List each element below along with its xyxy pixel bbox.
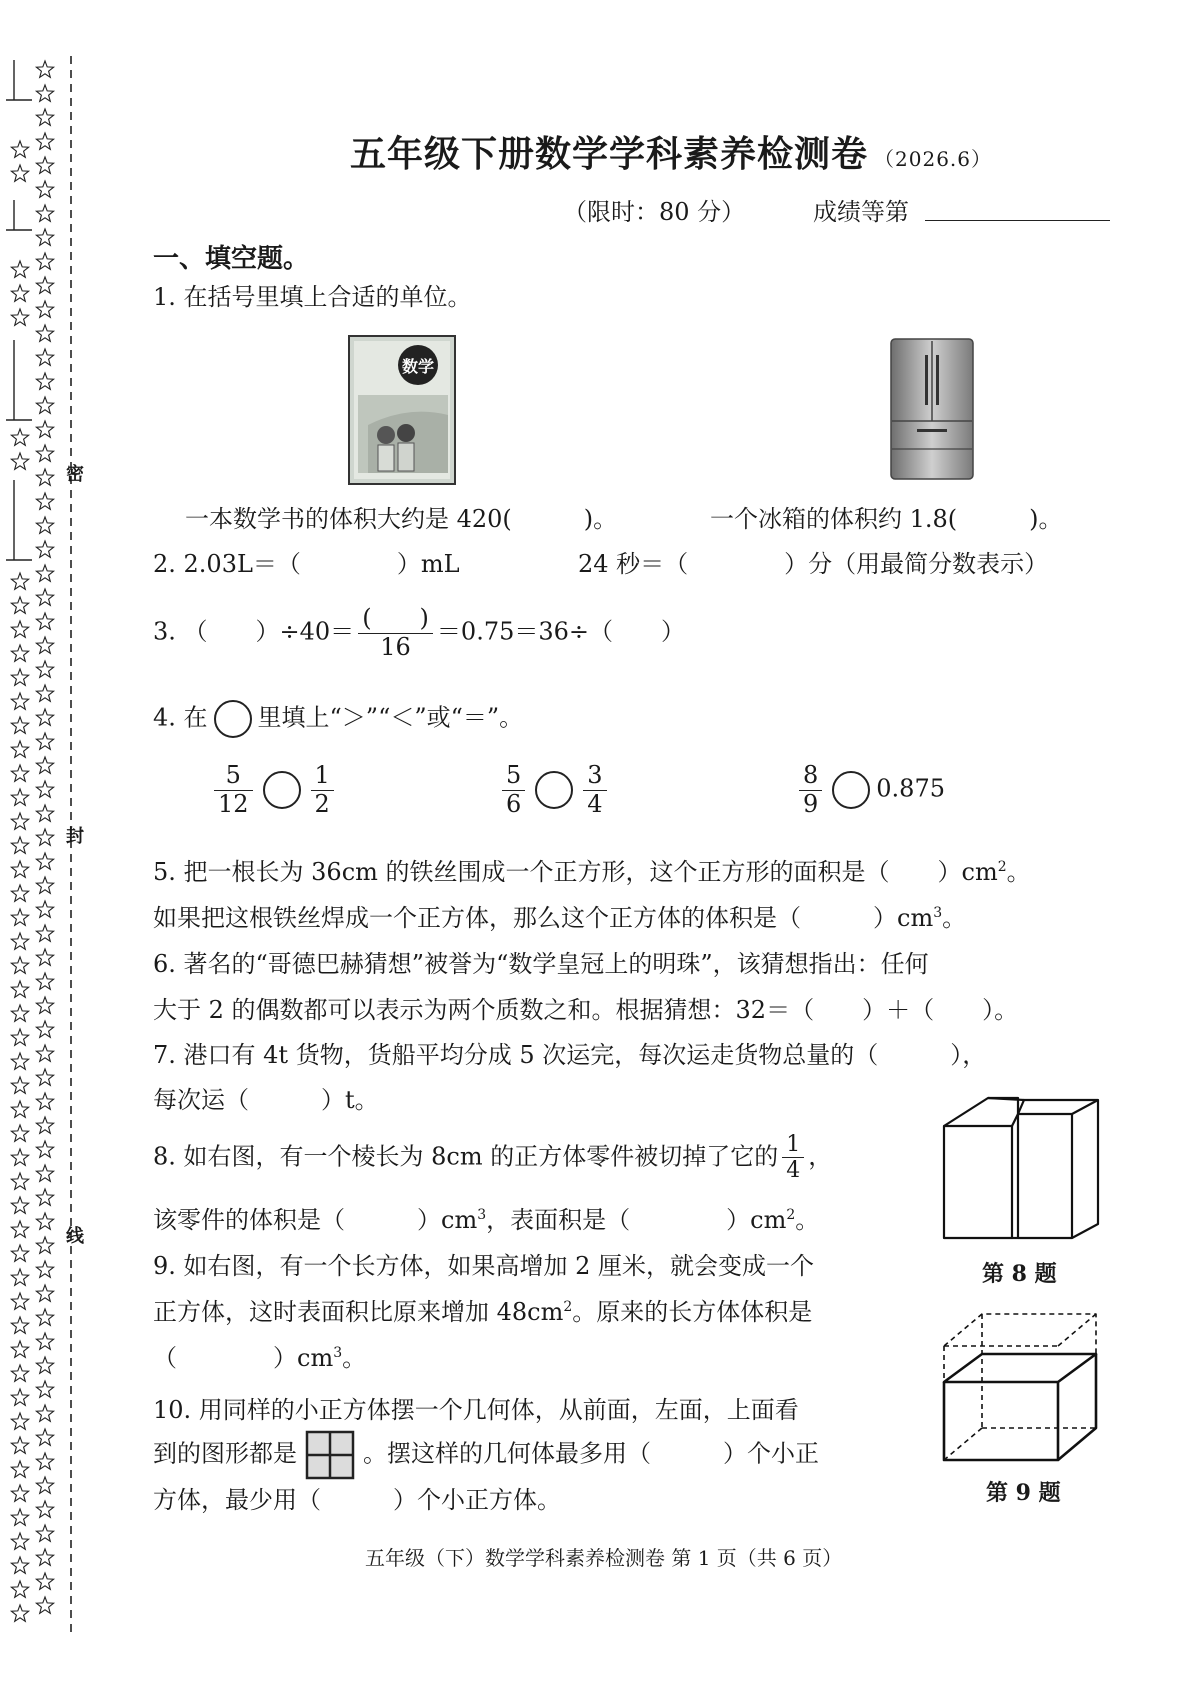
q4-c2-rden: 4: [587, 789, 603, 818]
q8-line2-text: 该零件的体积是（ ）cm: [153, 1206, 478, 1234]
q3-fraction: [358, 605, 433, 661]
compare-circle-1[interactable]: [263, 771, 301, 809]
q10-line2-pre: 到的图形都是: [153, 1439, 297, 1468]
q8-frac-num: 1: [782, 1132, 804, 1158]
q4-c3-num: 8: [799, 762, 822, 791]
q3-prefix: 3. （ ）÷40＝: [153, 617, 355, 646]
q9-line3-text: （ ）cm: [153, 1344, 334, 1372]
q3-equation: [153, 605, 685, 661]
q4-compare-2: [498, 762, 611, 818]
time-limit: （限时：80 分）: [563, 198, 746, 226]
q10-line2: [153, 1430, 819, 1480]
q8-line2-sup2: 2: [786, 1207, 796, 1223]
q4-c1-den: 12: [218, 789, 249, 818]
q9-line2: [153, 1300, 812, 1324]
compare-circle-2[interactable]: [535, 771, 573, 809]
q9-line3-end: 。: [342, 1344, 367, 1372]
q9-line3-sup: 3: [333, 1345, 343, 1361]
seal-char-mi: 密: [66, 464, 84, 485]
q5-line1: [153, 860, 1031, 884]
q9-line3: [153, 1346, 366, 1370]
q7-line1: 7. 港口有 4t 货物，货船平均分成 5 次运完，每次运走货物总量的（ ），: [153, 1041, 987, 1069]
q9-line2-text: 正方体，这时表面积比原来增加 48cm: [153, 1298, 564, 1326]
q4-c3-den: 9: [803, 789, 819, 818]
q5-line2: [153, 906, 966, 930]
q5-line1-text: 5. 把一根长为 36cm 的铁丝围成一个正方形，这个正方形的面积是（ ）cm: [153, 858, 998, 886]
q6-line1: 6. 著名的“哥德巴赫猜想”被誉为“数学皇冠上的明珠”，该猜想指出：任何: [153, 950, 929, 978]
q4-prefix: 4. 在: [153, 703, 208, 732]
q4-compare-3: [795, 762, 945, 818]
section-heading: 一、填空题。: [153, 244, 310, 274]
q10-line2-post: 。摆这样的几何体最多用（ ）个小正: [363, 1439, 819, 1468]
seal-char-feng: 封: [66, 826, 84, 847]
q4-c2-num: 5: [502, 762, 525, 791]
q8-line2: [153, 1208, 819, 1232]
q9-figure-label: 第 9 题: [986, 1480, 1061, 1506]
q4-c2-rnum: 3: [583, 762, 606, 791]
compare-circle-3[interactable]: [832, 771, 870, 809]
q5-line1-end: 。: [1006, 858, 1031, 886]
q8-line2-sup: 3: [477, 1207, 487, 1223]
q8-line2-mid: ，表面积是（ ）cm: [486, 1206, 787, 1234]
q1-book-sentence: 一本数学书的体积大约是 420( )。: [185, 505, 618, 533]
math-book-image: [348, 335, 456, 485]
q4-c2-den: 6: [506, 789, 522, 818]
q5-line1-sup: 2: [997, 859, 1007, 875]
q4-c1-rnum: 1: [311, 762, 334, 791]
compare-circle-icon: [214, 700, 252, 738]
q6-line2: 大于 2 的偶数都可以表示为两个质数之和。根据猜想：32＝（ ）＋（ ）。: [153, 996, 1019, 1024]
q8-line1-text: 8. 如右图，有一个棱长为 8cm 的正方体零件被切掉了它的: [153, 1142, 779, 1171]
page-title: [350, 126, 992, 177]
q1-fridge-sentence: 一个冰箱的体积约 1.8( )。: [710, 505, 1063, 533]
q8-line1-end: ，: [808, 1142, 833, 1171]
q2-part-a: 2. 2.03L＝（ ）mL: [153, 550, 460, 578]
q9-line2-end: 。原来的长方体体积是: [572, 1298, 813, 1326]
exam-date: （2026.6）: [874, 147, 992, 171]
q9-cuboid-figure: [938, 1308, 1106, 1470]
grade-label: 成绩等第: [813, 198, 909, 226]
q9-line2-sup: 2: [563, 1299, 573, 1315]
q5-line2-end: 。: [942, 904, 967, 932]
q2-part-b: 24 秒＝（ ）分（用最简分数表示）: [578, 550, 1049, 578]
q8-cut-cube-figure: [938, 1090, 1106, 1250]
q5-line2-sup: 3: [933, 905, 943, 921]
q10-line1: 10. 用同样的小正方体摆一个几何体，从前面，左面，上面看: [153, 1396, 799, 1424]
q4-compare-1: [210, 762, 338, 818]
q3-frac-den: 16: [380, 632, 411, 661]
q8-figure-label: 第 8 题: [982, 1261, 1057, 1287]
title-text: 五年级下册数学学科素养检测卷: [350, 133, 869, 175]
q4-c3-right: 0.875: [876, 774, 945, 803]
grade-blank[interactable]: [925, 220, 1110, 221]
q1-prompt: 1. 在括号里填上合适的单位。: [153, 283, 472, 311]
two-by-two-grid-icon: [305, 1430, 355, 1480]
q8-line2-end: 。: [795, 1206, 820, 1234]
q4-c1-rden: 2: [314, 789, 330, 818]
q9-line1: 9. 如右图，有一个长方体，如果高增加 2 厘米，就会变成一个: [153, 1252, 815, 1280]
q5-line2-text: 如果把这根铁丝焊成一个正方体，那么这个正方体的体积是（ ）cm: [153, 904, 934, 932]
q10-line3: 方体，最少用（ ）个小正方体。: [153, 1486, 561, 1514]
page-footer: 五年级（下）数学学科素养检测卷 第 1 页（共 6 页）: [365, 1546, 843, 1570]
q3-suffix: ＝0.75＝36÷（ ）: [436, 617, 686, 646]
q4-suffix: 里填上“＞”“＜”或“＝”。: [257, 703, 524, 732]
book-cover-title: 数学: [401, 357, 435, 376]
q8-frac-den: 4: [786, 1158, 801, 1184]
q8-line1: [153, 1132, 832, 1184]
q4-prompt: [153, 700, 523, 738]
fridge-image: [887, 335, 977, 485]
q4-c1-num: 5: [214, 762, 253, 791]
q3-frac-num: ( ): [358, 605, 433, 634]
seal-char-xian: 线: [66, 1226, 84, 1247]
q7-line2: 每次运（ ）t。: [153, 1086, 379, 1114]
